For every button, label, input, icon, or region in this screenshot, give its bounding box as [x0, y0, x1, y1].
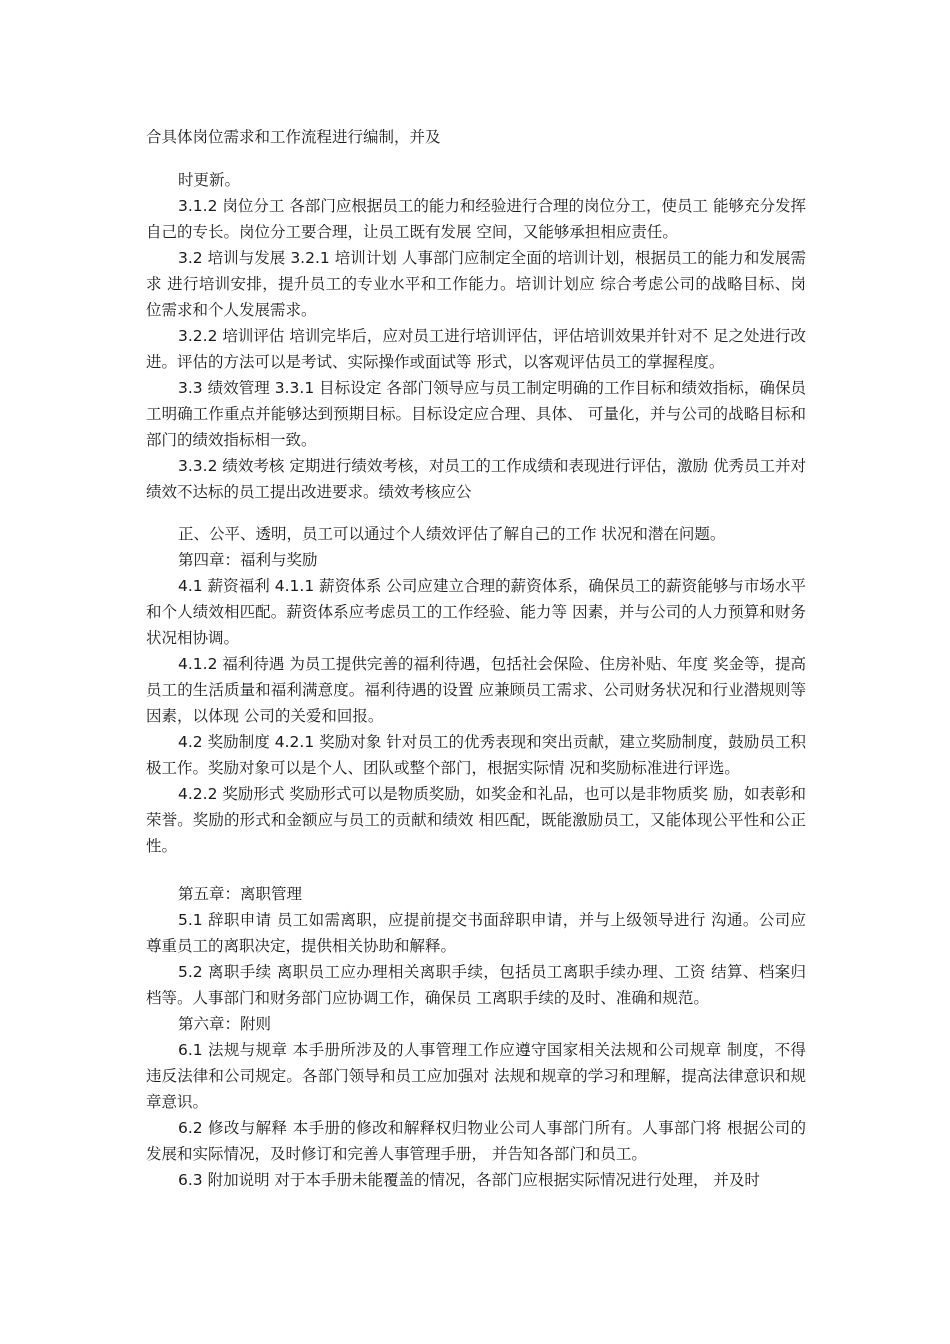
chapter-4-heading: 第四章：福利与奖励	[178, 551, 318, 569]
paragraph-update: 时更新。	[178, 171, 241, 189]
paragraph-5-1: 5.1 辞职申请 员工如需离职，应提前提交书面辞职申请，并与上级领导进行 沟通。公司应尊重员工的离职决定，提供相关协助和解释。	[146, 911, 806, 955]
paragraph-4-2-2: 4.2.2 奖励形式 奖励形式可以是物质奖励，如奖金和礼品，也可以是非物质奖 励，如表彰和荣誉。奖励的形式和金额应与员工的贡献和绩效 相匹配，既能激励员工，又能体现公平性和公正性。	[146, 785, 806, 855]
chapter-6-heading: 第六章：附则	[178, 1015, 272, 1033]
paragraph-6-1: 6.1 法规与规章 本手册所涉及的人事管理工作应遵守国家相关法规和公司规章 制度，不得违反法律和公司规定。各部门领导和员工应加强对 法规和规章的学习和理解，提高法律意识和规章意识。	[146, 1041, 806, 1111]
paragraph-4-1-2: 4.1.2 福利待遇 为员工提供完善的福利待遇，包括社会保险、住房补贴、年度 奖金等，提高员工的生活质量和福利满意度。福利待遇的设置 应兼顾员工需求、公司财务状况和行业潜规则等因素，以体现 公司的关爱和回报。	[146, 655, 806, 725]
paragraph-3-2: 3.2 培训与发展 3.2.1 培训计划 人事部门应制定全面的培训计划，根据员工的能力和发展需求 进行培训安排，提升员工的专业水平和工作能力。培训计划应 综合考虑公司的战略目标、岗位需求和个人发展需求。	[146, 249, 806, 319]
paragraph-3-2-2: 3.2.2 培训评估 培训完毕后，应对员工进行培训评估，评估培训效果并针对不 足之处进行改进。评估的方法可以是考试、实际操作或面试等 形式，以客观评估员工的掌握程度。	[146, 327, 806, 371]
paragraph-4-2: 4.2 奖励制度 4.2.1 奖励对象 针对员工的优秀表现和突出贡献，建立奖励制度，鼓励员工积 极工作。奖励对象可以是个人、团队或整个部门，根据实际情 况和奖励标准进行评选。	[146, 733, 806, 777]
paragraph-continuation: 合具体岗位需求和工作流程进行编制，并及	[146, 128, 441, 146]
chapter-5-heading: 第五章：离职管理	[178, 885, 303, 903]
paragraph-3-1-2: 3.1.2 岗位分工 各部门应根据员工的能力和经验进行合理的岗位分工，使员工 能够充分发挥自己的专长。岗位分工要合理，让员工既有发展 空间，又能够承担相应责任。	[146, 197, 806, 241]
paragraph-3-3: 3.3 绩效管理 3.3.1 目标设定 各部门领导应与员工制定明确的工作目标和绩效指标，确保员 工明确工作重点并能够达到预期目标。目标设定应合理、具体、 可量化，并与公司的战略目标和部门的绩效指标相一致。	[146, 379, 806, 449]
paragraph-4-1: 4.1 薪资福利 4.1.1 薪资体系 公司应建立合理的薪资体系，确保员工的薪资能够与市场水平 和个人绩效相匹配。薪资体系应考虑员工的工作经验、能力等 因素，并与公司的人力预算和财务状况相协调。	[146, 577, 806, 647]
paragraph-5-2: 5.2 离职手续 离职员工应办理相关离职手续，包括员工离职手续办理、工资 结算、档案归档等。人事部门和财务部门应协调工作，确保员 工离职手续的及时、准确和规范。	[146, 963, 806, 1007]
paragraph-6-3: 6.3 附加说明 对于本手册未能覆盖的情况，各部门应根据实际情况进行处理， 并及时	[178, 1171, 760, 1189]
paragraph-3-3-2: 3.3.2 绩效考核 定期进行绩效考核，对员工的工作成绩和表现进行评估，激励 优秀员工并对绩效不达标的员工提出改进要求。绩效考核应公	[146, 457, 806, 501]
paragraph-3-3-2-continued: 正、公平、透明，员工可以通过个人绩效评估了解自己的工作 状况和潜在问题。	[178, 525, 726, 543]
document-body	[146, 124, 806, 1193]
paragraph-6-2: 6.2 修改与解释 本手册的修改和解释权归物业公司人事部门所有。人事部门将 根据公司的发展和实际情况，及时修订和完善人事管理手册， 并告知各部门和员工。	[146, 1119, 806, 1163]
